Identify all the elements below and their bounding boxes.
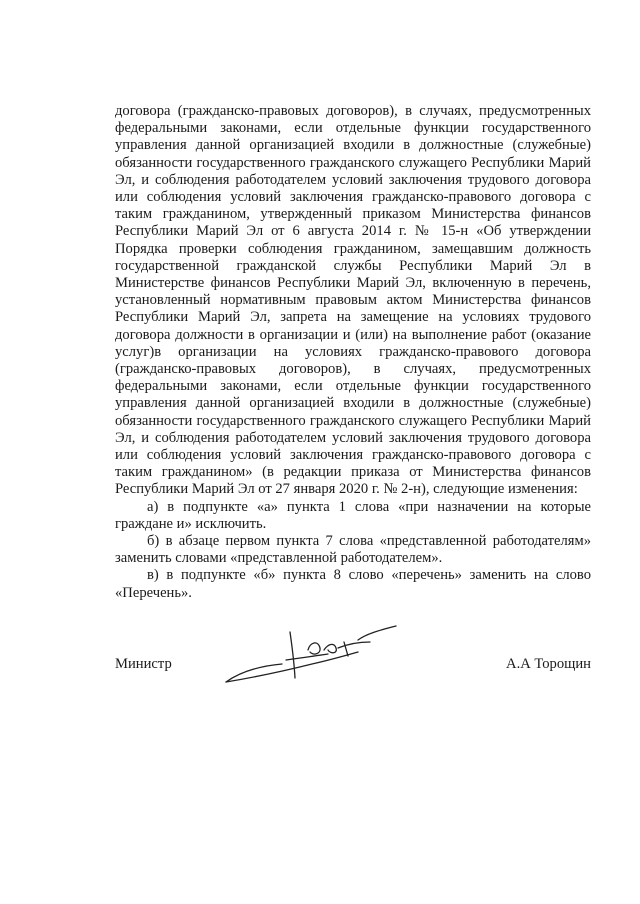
- paragraph-item-v: в) в подпункте «б» пункта 8 слово «перечень» заменить на слово «Перечень».: [115, 567, 591, 601]
- paragraph-item-b: б) в абзаце первом пункта 7 слова «представленной работодателям» заменить словами «представленной работодателем».: [115, 533, 591, 567]
- paragraph-item-a: а) в подпункте «а» пункта 1 слова «при назначении на которые граждане и» исключить.: [115, 498, 591, 532]
- signature-block: [115, 620, 591, 700]
- document-body: [115, 103, 591, 602]
- signer-name: А.А Торощин: [506, 656, 591, 672]
- signer-title: Министр: [115, 656, 172, 672]
- handwritten-signature: [220, 620, 410, 695]
- paragraph-main: договора (гражданско-правовых договоров), в случаях, предусмотренных федеральными законами, если отдельные функции государственного управления данной организацией входили в должностные (служебные) обязанности государственного гражданского служащего Республики Марий Эл, и соблюдения работодателем условий заключения трудового договора или соблюдения условий заключения гражданско-правового договора с таким гражданином, утвержденный приказом Министерства финансов Республики Марий Эл от 6 августа 2014 г. № 15-н «Об утверждении Порядка проверки соблюдения гражданином, замещавшим должность государственной гражданской службы Республики Марий Эл в Министерстве финансов Республики Марий Эл, включенную в перечень, установленный нормативным правовым актом Министерства финансов Республики Марий Эл, запрета на замещение на условиях трудового договора должности в организации и (или) на выполнение работ (оказание услуг)в организации на условиях гражданско-правового договора (гражданско-правовых договоров), в случаях, предусмотренных федеральными законами, если отдельные функции государственного управления данной организацией входили в должностные (служебные) обязанности государственного гражданского служащего Республики Марий Эл, и соблюдения работодателем условий заключения трудового договора или соблюдения условий заключения гражданско-правового договора с таким гражданином» (в редакции приказа от Министерства финансов Республики Марий Эл от 27 января 2020 г. № 2-н), следующие изменения:: [115, 103, 591, 498]
